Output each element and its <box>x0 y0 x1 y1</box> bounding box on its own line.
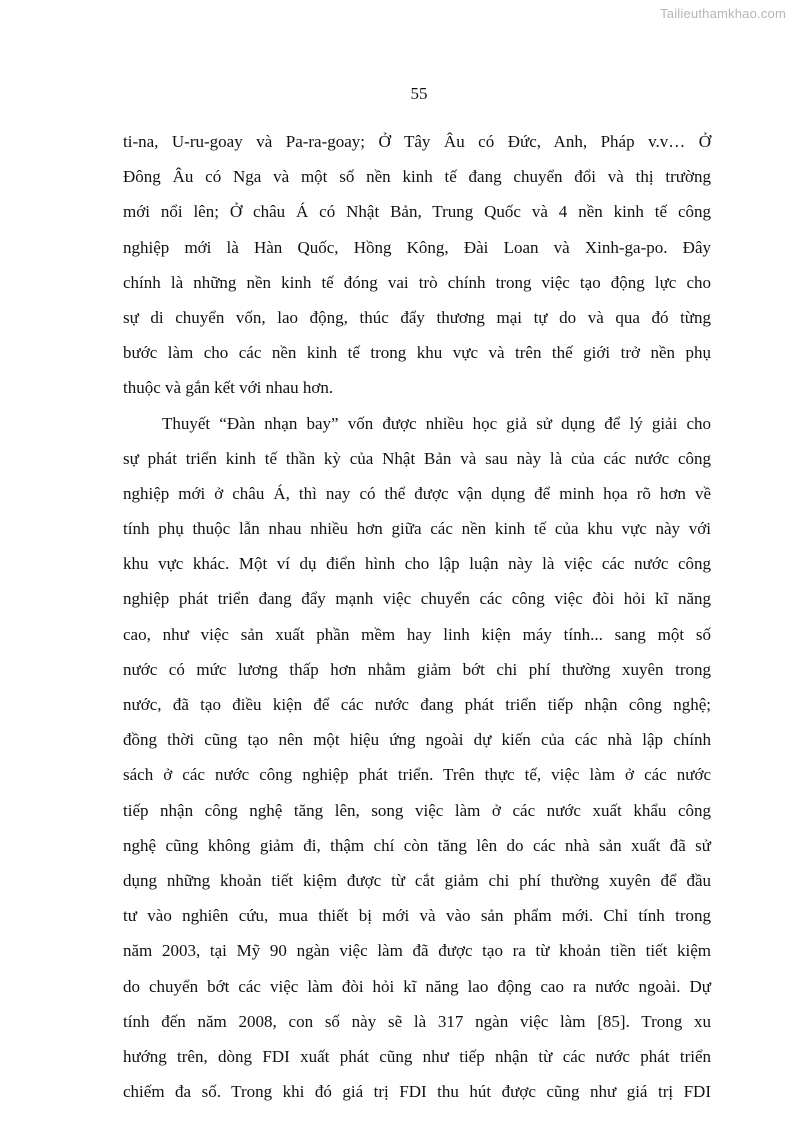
text-line: mới nổi lên; Ở châu Á có Nhật Bản, Trung Quốc và 4 nền kinh tế công <box>123 202 711 222</box>
text-line: nghiệp phát triển đang đẩy mạnh việc chuyển các công việc đòi hỏi kĩ năng <box>123 589 711 609</box>
text-line: thuộc và gắn kết với nhau hơn. <box>123 378 334 398</box>
text-line: hướng trên, dòng FDI xuất phát cũng như tiếp nhận từ các nước phát triển <box>123 1046 711 1066</box>
text-line: nước có mức lương thấp hơn nhằm giảm bớt chi phí thường xuyên trong <box>123 659 711 679</box>
text-line: tính đến năm 2008, con số này sẽ là 317 ngàn việc làm [85]. Trong xu <box>123 1011 711 1031</box>
text-line: năm 2003, tại Mỹ 90 ngàn việc làm đã được tạo ra từ khoản tiền tiết kiệm <box>123 941 711 961</box>
text-line: khu vực khác. Một ví dụ điển hình cho lập luận này là việc các nước công <box>123 554 711 574</box>
text-line: do chuyển bớt các việc làm đòi hỏi kĩ năng lao động cao ra nước ngoài. Dự <box>123 976 711 996</box>
text-line: sự phát triển kinh tế thần kỳ của Nhật Bản và sau này là của các nước công <box>123 448 711 468</box>
text-line: tiếp nhận công nghệ tăng lên, song việc làm ở các nước xuất khẩu công <box>123 800 711 820</box>
text-line: sự di chuyển vốn, lao động, thúc đẩy thương mại tự do và qua đó từng <box>123 307 711 327</box>
text-line: nước, đã tạo điều kiện để các nước đang phát triển tiếp nhận công nghệ; <box>123 695 711 714</box>
text-line: nghệ cũng không giảm đi, thậm chí còn tăng lên do các nhà sản xuất đã sử <box>123 835 711 855</box>
text-line: tính phụ thuộc lẫn nhau nhiều hơn giữa các nền kinh tế của khu vực này với <box>123 519 711 539</box>
text-line: bước làm cho các nền kinh tế trong khu vực và trên thế giới trở nền phụ <box>123 343 711 363</box>
page-number: 55 <box>410 84 428 103</box>
watermark: Tailieuthamkhao.com <box>660 6 786 21</box>
text-line: chiếm đa số. Trong khi đó giá trị FDI thu hút được cũng như giá trị FDI <box>123 1082 711 1102</box>
text-line: tư vào nghiên cứu, mua thiết bị mới và vào sản phẩm mới. Chỉ tính trong <box>123 906 711 926</box>
text-line: cao, như việc sản xuất phần mềm hay linh kiện máy tính... sang một số <box>123 624 711 644</box>
text-line: sách ở các nước công nghiệp phát triển. Trên thực tế, việc làm ở các nước <box>123 765 711 785</box>
text-line: dụng những khoản tiết kiệm được từ cắt giảm chi phí thường xuyên để đầu <box>123 870 711 890</box>
text-line: chính là những nền kinh tế đóng vai trò chính trong việc tạo động lực cho <box>123 272 711 292</box>
paragraph-first-line: Thuyết “Đàn nhạn bay” vốn được nhiều học giả sử dụng để lý giải cho <box>162 413 711 433</box>
text-line: đồng thời cũng tạo nên một hiệu ứng ngoài dự kiến của các nhà lập chính <box>123 730 711 750</box>
text-line: nghiệp mới là Hàn Quốc, Hồng Kông, Đài Loan và Xinh-ga-po. Đây <box>123 237 711 257</box>
text-line: ti-na, U-ru-goay và Pa-ra-goay; Ở Tây Âu có Đức, Anh, Pháp v.v… Ở <box>123 132 711 151</box>
body-text <box>123 124 711 1109</box>
text-line: Đông Âu có Nga và một số nền kinh tế đang chuyển đổi và thị trường <box>123 167 711 187</box>
text-line: nghiệp mới ở châu Á, thì nay có thể được vận dụng để minh họa rõ hơn về <box>123 483 711 503</box>
